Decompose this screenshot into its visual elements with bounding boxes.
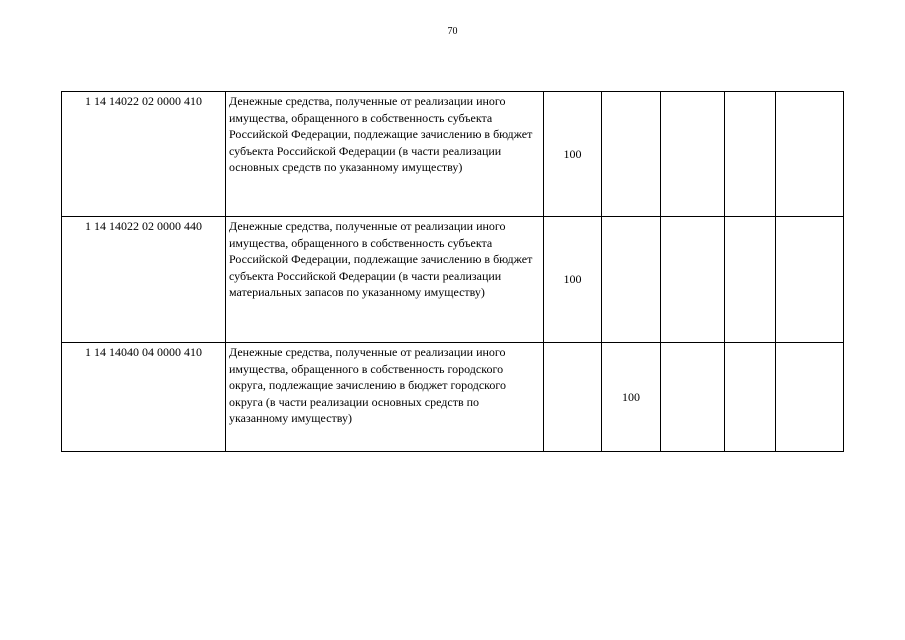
revenue-code-cell: 1 14 14040 04 0000 410 [62, 343, 226, 452]
table-row [62, 92, 844, 217]
norm-value-cell [602, 92, 661, 217]
revenue-code-cell: 1 14 14022 02 0000 440 [62, 217, 226, 343]
norm-value-cell: 100 [602, 343, 661, 452]
norm-value-cell [725, 343, 776, 452]
norm-value-cell [776, 217, 844, 343]
table-row [62, 343, 844, 452]
norm-value-cell [725, 217, 776, 343]
norm-value-cell [544, 343, 602, 452]
page-number: 70 [447, 26, 458, 37]
revenue-code-cell: 1 14 14022 02 0000 410 [62, 92, 226, 217]
revenue-description-cell: Денежные средства, полученные от реализации иного имущества, обращенного в собственность субъекта Российской Федерации, подлежащие зачислению в бюджет субъекта Российской Федерации (в части реализации материальных запасов по указанному имуществу) [226, 217, 544, 343]
table-row [62, 217, 844, 343]
norm-value-cell [776, 343, 844, 452]
norm-value-cell [661, 343, 725, 452]
norm-value-cell: 100 [544, 217, 602, 343]
revenue-classification-table [61, 91, 844, 452]
norm-value-cell: 100 [544, 92, 602, 217]
norm-value-cell [661, 217, 725, 343]
norm-value-cell [661, 92, 725, 217]
norm-value-cell [776, 92, 844, 217]
norm-value-cell [725, 92, 776, 217]
revenue-description-cell: Денежные средства, полученные от реализации иного имущества, обращенного в собственность субъекта Российской Федерации, подлежащие зачислению в бюджет субъекта Российской Федерации (в части реализации основных средств по указанному имуществу) [226, 92, 544, 217]
norm-value-cell [602, 217, 661, 343]
revenue-description-cell: Денежные средства, полученные от реализации иного имущества, обращенного в собственность городского округа, подлежащие зачислению в бюджет городского округа (в части реализации основных средств по указанному имуществу) [226, 343, 544, 452]
